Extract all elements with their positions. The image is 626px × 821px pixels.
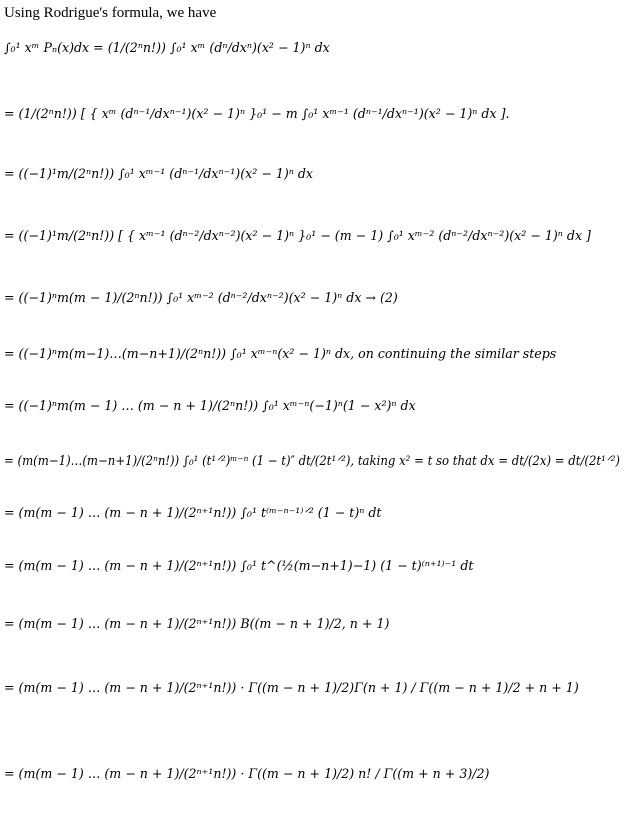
equation-line: = (m(m − 1) … (m − n + 1)/(2ⁿ⁺¹n!)) ∫₀¹ t^(½(m−n+1)−1) (1 − t)⁽ⁿ⁺¹⁾⁻¹ dt xyxy=(4,558,474,573)
equation-line: = ((−1)ⁿm(m−1)…(m−n+1)/(2ⁿn!)) ∫₀¹ xᵐ⁻ⁿ(x² − 1)ⁿ dx, on continuing the similar steps xyxy=(4,346,557,361)
equation-line: = ((−1)¹m/(2ⁿn!)) ∫₀¹ xᵐ⁻¹ (dⁿ⁻¹/dxⁿ⁻¹)(x² − 1)ⁿ dx xyxy=(4,166,314,181)
intro-text: Using Rodrigue's formula, we have xyxy=(4,5,217,21)
equation-line: = ((−1)¹m/(2ⁿn!)) [ { xᵐ⁻¹ (dⁿ⁻²/dxⁿ⁻²)(x² − 1)ⁿ }₀¹ − (m − 1) ∫₀¹ xᵐ⁻² (dⁿ⁻²/dxⁿ⁻²)(x² − 1)ⁿ dx ] xyxy=(4,228,591,243)
equation-line: = ((−1)ⁿm(m − 1) … (m − n + 1)/(2ⁿn!)) ∫₀¹ xᵐ⁻ⁿ(−1)ⁿ(1 − x²)ⁿ dx xyxy=(4,398,416,413)
equation-line: = (1/(2ⁿn!)) [ { xᵐ (dⁿ⁻¹/dxⁿ⁻¹)(x² − 1)ⁿ }₀¹ − m ∫₀¹ xᵐ⁻¹ (dⁿ⁻¹/dxⁿ⁻¹)(x² − 1)ⁿ dx ]. xyxy=(4,106,510,121)
equation-line: = (m(m − 1) … (m − n + 1)/(2ⁿ⁺¹n!)) · Γ((m − n + 1)/2) n! / Γ((m + n + 3)/2) xyxy=(4,766,490,781)
equation-line: = (m(m − 1) … (m − n + 1)/(2ⁿ⁺¹n!)) B((m − n + 1)/2, n + 1) xyxy=(4,616,390,631)
equation-line: = (m(m − 1) … (m − n + 1)/(2ⁿ⁺¹n!)) · Γ((m − n + 1)/2)Γ(n + 1) / Γ((m − n + 1)/2 + n + 1) xyxy=(4,680,579,695)
equation-line: ∫₀¹ xᵐ Pₙ(x)dx = (1/(2ⁿn!)) ∫₀¹ xᵐ (dⁿ/dxⁿ)(x² − 1)ⁿ dx xyxy=(4,40,330,55)
equation-line: = (m(m−1)…(m−n+1)/(2ⁿn!)) ∫₀¹ (t¹ᐟ²)ᵐ⁻ⁿ (1 − t)″ dt/(2t¹ᐟ²), taking x² = t so that dx = dt/(2x) = dt/(2t¹ᐟ²) xyxy=(4,453,621,468)
equation-line: = ((−1)ⁿm(m − 1)/(2ⁿn!)) ∫₀¹ xᵐ⁻² (dⁿ⁻²/dxⁿ⁻²)(x² − 1)ⁿ dx → (2) xyxy=(4,290,398,305)
equation-line: = (m(m − 1) … (m − n + 1)/(2ⁿ⁺¹n!)) ∫₀¹ t⁽ᵐ⁻ⁿ⁻¹⁾ᐟ² (1 − t)ⁿ dt xyxy=(4,505,382,520)
